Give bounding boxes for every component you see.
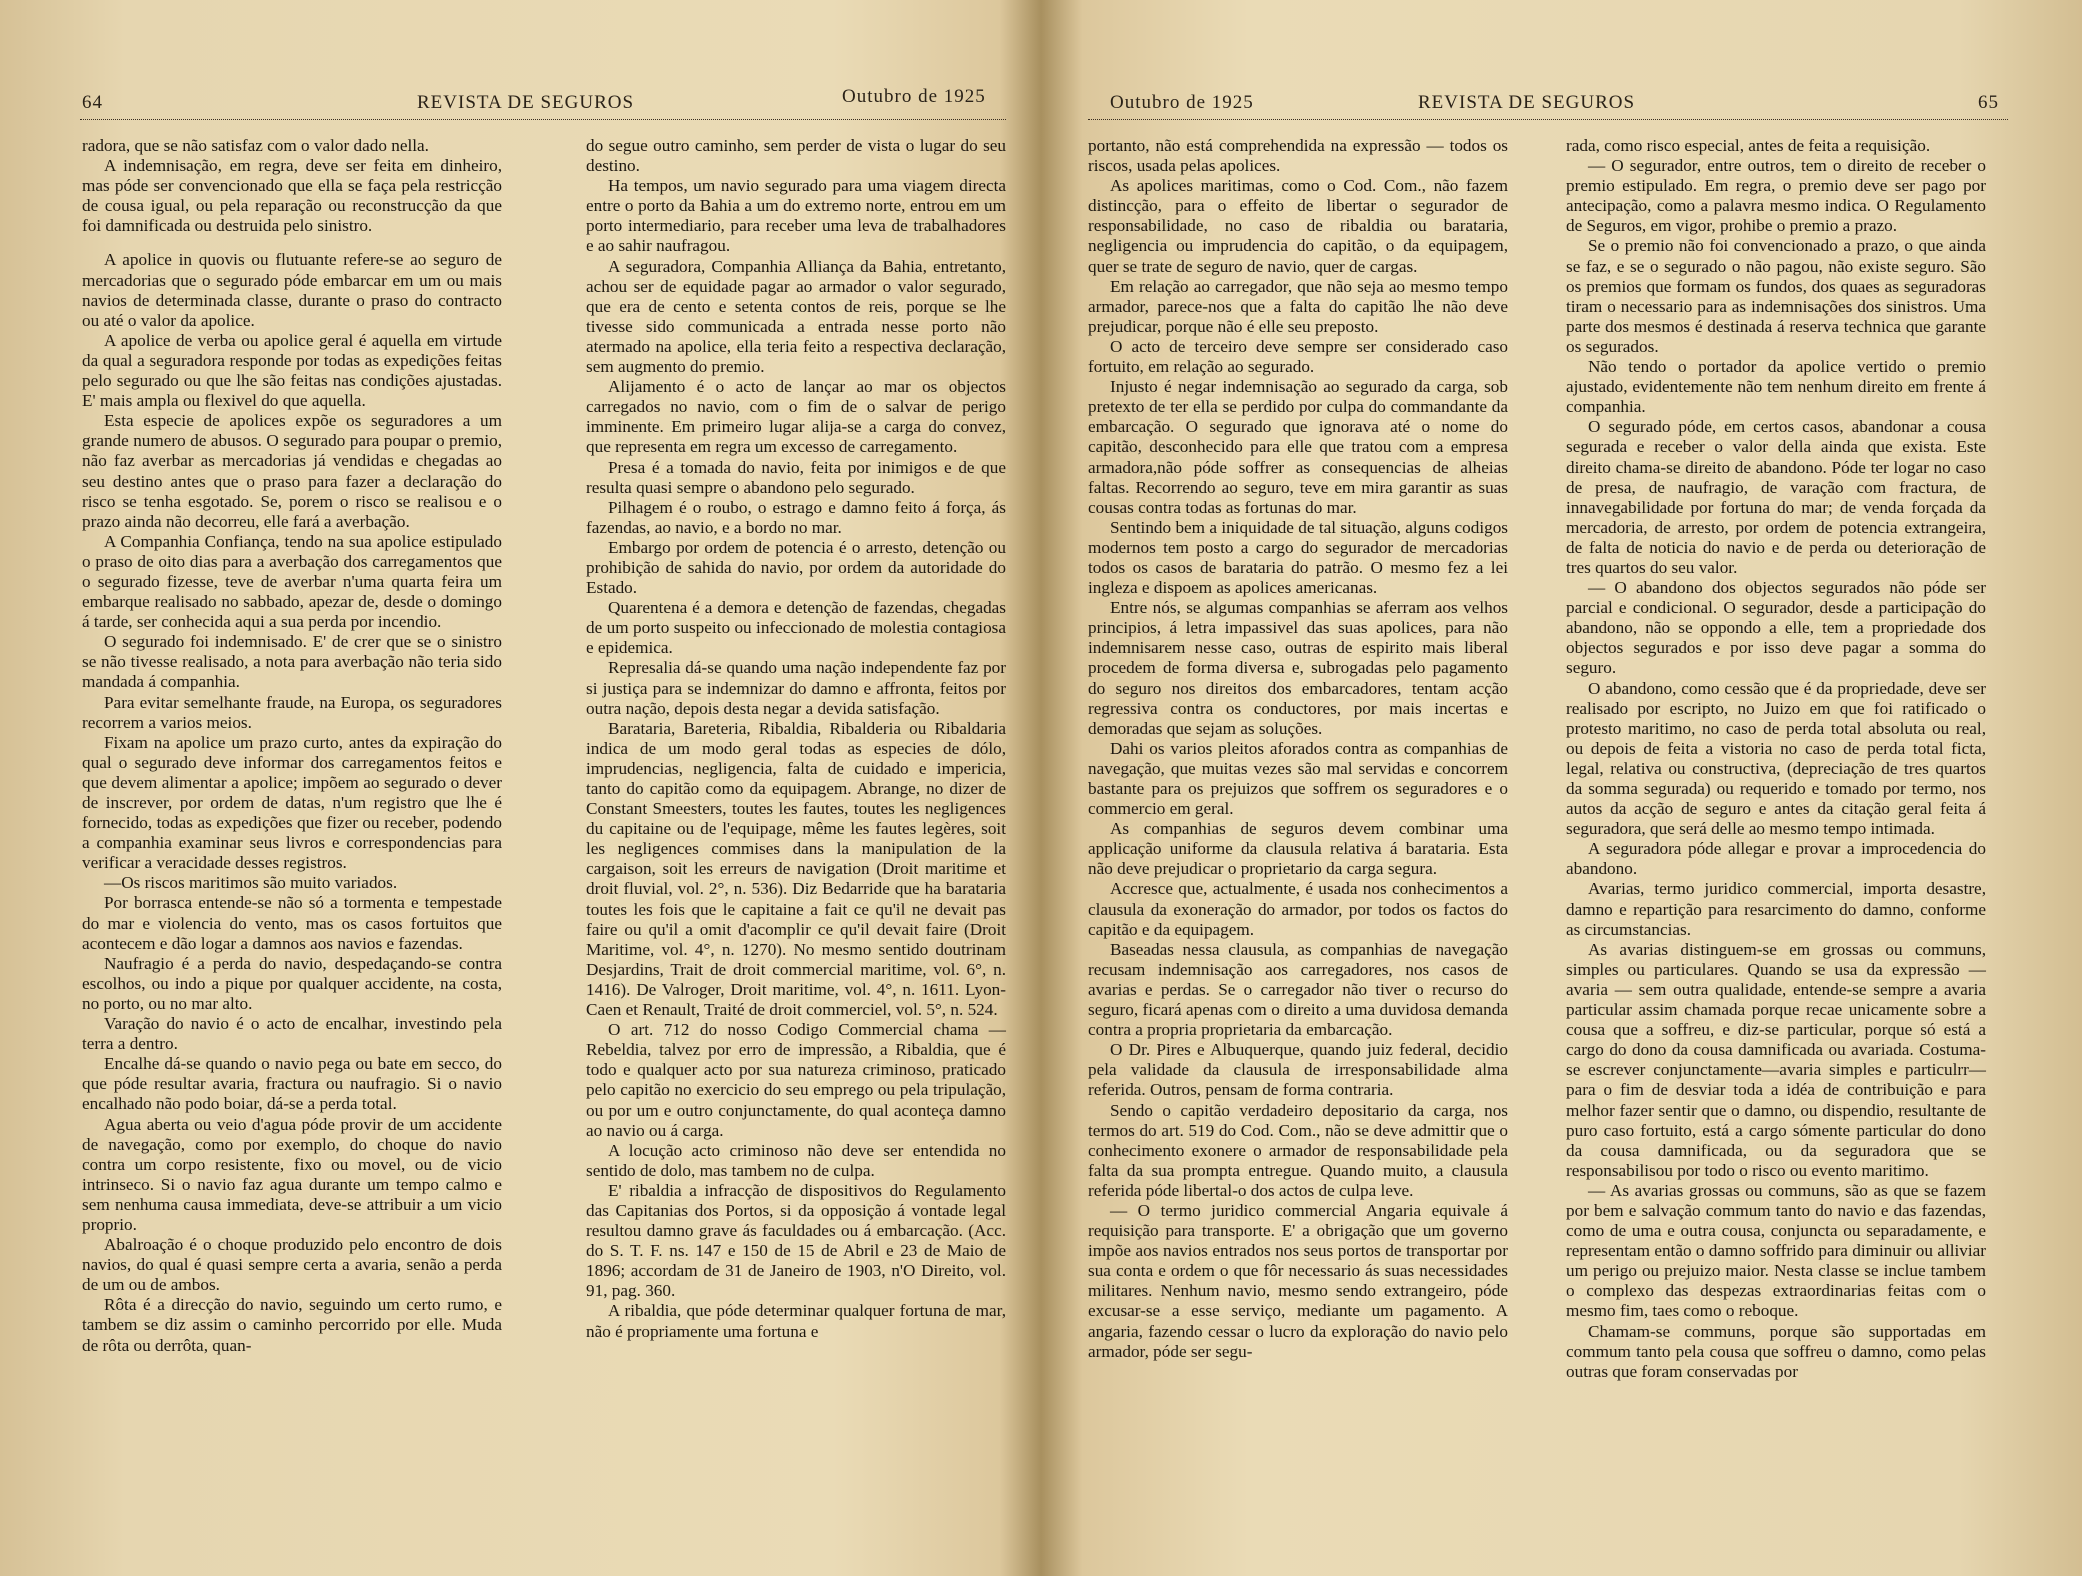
- paragraph: Accresce que, actualmente, é usada nos conhecimentos a clausula da exoneração do armador, por todos os factos do capitão e da equipagem.: [1088, 879, 1508, 939]
- header-rule: [1088, 119, 2008, 120]
- paragraph: A seguradora póde allegar e provar a improcedencia do abandono.: [1566, 839, 1986, 879]
- paragraph: Por borrasca entende-se não só a tormenta e tempestade do mar e violencia do vento, mas os casos fortuitos que acontecem e dão logar a damnos aos navios e fazendas.: [82, 893, 502, 953]
- paragraph: O art. 712 do nosso Codigo Commercial chama —Rebeldia, talvez por erro de impressão, a Ribaldia, que é todo e qualquer acto por sua natureza criminoso, praticado pelo capitão no exercicio do seu emprego ou pela tripulação, ou por um e outro conjunctamente, do qual aconteça damno ao navio ou á carga.: [586, 1020, 1006, 1140]
- paragraph: Embargo por ordem de potencia é o arresto, detenção ou prohibição de sahida do navio, por ordem da autoridade do Estado.: [586, 537, 1006, 598]
- paragraph: Barataria, Bareteria, Ribaldia, Ribalderia ou Ribaldaria indica de um modo geral todas as especies de dólo, imprudencias, negligencia, falta de cuidado e impericia, tanto do capitão como da equipagem. Abrange, no dizer de Constant Smeesters, toutes les fautes, toutes les negligences du capitaine ou de l'equipage, même les fautes legères, soit les negligences commises dans la manipulation de la cargaison, soit les erreurs de navigation (Droit maritime et droit fluvial, vol. 2°, n. 536). Diz Bedarride que ha barataria toutes les fois que le capitaine a fait ce qu'il ne devait pas faire ou qu'il a omit d'acomplir ce qu'il devait faire (Droit Maritime, vol. 4°, n. 1270). No mesmo sentido doutrinam Desjardins, Trait de droit commercial maritime, vol. 6°, n. 1416). De Valroger, Droit maritime, vol. 4°, n. 1611. Lyon-Caen et Renault, Traité de droit commerciel, vol. 5°, n. 524.: [586, 718, 1006, 1020]
- text-column-right: [586, 136, 1006, 1342]
- paragraph: Esta especie de apolices expõe os seguradores a um grande numero de abusos. O segurado para poupar o premio, não faz averbar as mercadorias já vendidas e chegadas ao seu destino antes que o praso para fazer a declaração do risco se tenha esgotado. Se, porem o risco se realisou e o prazo ainda não decorreu, elle fará a averbação.: [82, 411, 502, 531]
- right-page: [1046, 0, 2082, 1576]
- text-column-right: [1566, 136, 1986, 1382]
- paragraph: Agua aberta ou veio d'agua póde provir de um accidente de navegação, como por exemplo, do choque do navio contra um corpo resistente, fixo ou movel, ou de vicio intrinseco. Si o navio faz agua durante um tempo calmo e sem nenhuma causa immediata, deve-se attribuir a um vicio proprio.: [82, 1114, 502, 1234]
- paragraph: Sentindo bem a iniquidade de tal situação, alguns codigos modernos tem posto a cargo do segurador de mercadorias todos os casos de barataria do patrão. O mesmo fez a lei ingleza e dispoem as apolices americanas.: [1088, 517, 1508, 598]
- paragraph: Varação do navio é o acto de encalhar, investindo pela terra a dentro.: [82, 1014, 502, 1054]
- paragraph: — O abandono dos objectos segurados não póde ser parcial e condicional. O segurador, desde a participação do abandono, não se oppondo a elle, tem a propriedade dos objectos segurados e por isso deve pagar a somma do seguro.: [1566, 578, 1986, 678]
- paragraph: A apolice de verba ou apolice geral é aquella em virtude da qual a seguradora responde por todas as expedições feitas pelo segurado ou que lhe são feitas nas condições ajustadas. E' mais ampla ou flexivel do que aquella.: [82, 330, 502, 411]
- paragraph: As companhias de seguros devem combinar uma applicação uniforme da clausula relativa á barataria. Esta não deve prejudicar o proprietario da carga segura.: [1088, 819, 1508, 879]
- paragraph: Encalhe dá-se quando o navio pega ou bate em secco, do que póde resultar avaria, fractura ou naufragio. Si o navio encalhado não podo boiar, dá-se a perda total.: [82, 1054, 502, 1114]
- paragraph: Chamam-se communs, porque são supportadas em commum tanto pela cousa que soffreu o damno, como pelas outras que foram conservadas por: [1566, 1321, 1986, 1381]
- paragraph: Abalroação é o choque produzido pelo encontro de dois navios, do qual é quasi sempre certa a avaria, senão a perda de um ou de ambos.: [82, 1235, 502, 1295]
- paragraph: Alijamento é o acto de lançar ao mar os objectos carregados no navio, com o fim de o salvar de perigo imminente. Em primeiro lugar alija-se a carga do convez, que representa em regra um excesso de carregamento.: [586, 377, 1006, 457]
- paragraph: Não tendo o portador da apolice vertido o premio ajustado, evidentemente não tem nenhum direito em frente á companhia.: [1566, 357, 1986, 417]
- paragraph: — O segurador, entre outros, tem o direito de receber o premio estipulado. Em regra, o premio deve ser pago por antecipação, como a palavra mesmo indica. O Regulamento de Seguros, em vigor, prohibe o premio a prazo.: [1566, 156, 1986, 236]
- page-number: 65: [1978, 92, 1999, 113]
- paragraph: Avarias, termo juridico commercial, importa desastre, damno e repartição para resarcimento do damno, conforme as circumstancias.: [1566, 879, 1986, 939]
- paragraph: do segue outro caminho, sem perder de vista o lugar do seu destino.: [586, 136, 1006, 176]
- paragraph: Para evitar semelhante fraude, na Europa, os seguradores recorrem a varios meios.: [82, 692, 502, 732]
- paragraph: —Os riscos maritimos são muito variados.: [104, 873, 398, 893]
- paragraph: portanto, não está comprehendida na expressão — todos os riscos, usada pelas apolices.: [1088, 136, 1508, 176]
- paragraph: Se o premio não foi convencionado a prazo, o que ainda se faz, e se o segurado o não pagou, não existe seguro. São os premios que formam os fundos, dos quaes as seguradoras tiram o necessario para as indemnisações dos sinistros. Uma parte dos mesmos é destinada á reserva technica que garante os segurados.: [1566, 236, 1986, 356]
- paragraph: A seguradora, Companhia Alliança da Bahia, entretanto, achou ser de equidade pagar ao armador o valor segurado, que era de cento e setenta contos de reis, porque se lhe tivesse sido communicada a entrada nesse porto não atermado na apolice, ella teria feito a respectiva declaração, sem augmento do premio.: [586, 256, 1006, 377]
- paragraph: As avarias distinguem-se em grossas ou communs, simples ou particulares. Quando se usa da expressão — avaria — sem outra qualidade, entende-se sempre a avaria particular assim chamada porque recae unicamente sobre a cousa que a soffreu, e diz-se particular, porque só está a cargo do dono da cousa damnificada ou avariada. Costuma-se escrever conjunctamente—avaria simples e particulrr—para o fim de desviar toda a idéa de contribuição e para melhor fazer sentir que o damno, ou dispendio, resultante de puro caso fortuito, está a cargo sómente particular do dono da cousa damnificada, ou da seguradora que se responsabilisou por todo o risco ou evento maritimo.: [1566, 939, 1986, 1180]
- paragraph: Fixam na apolice um prazo curto, antes da expiração do qual o segurado deve informar dos carregamentos feitos e que devem alimentar a apolice; impõem ao segurado o dever de inscrever, por ordem de datas, n'um registro que lhe é fornecido, todas as expedições que fizer ou receber, podendo a companhia examinar seus livros e correspondencias para verificar a veracidade desses registros.: [82, 732, 502, 873]
- paragraph: Ha tempos, um navio segurado para uma viagem directa entre o porto da Bahia a um do extremo norte, entrou em um porto intermediario, para receber uma leva de trabalhadores e ao sahir naufragou.: [586, 176, 1006, 256]
- paragraph: Dahi os varios pleitos aforados contra as companhias de navegação, que muitas vezes são mal servidas e concorrem bastante para os prejuizos que soffrem os seguradores e o commercio em geral.: [1088, 738, 1508, 819]
- paragraph: O segurado póde, em certos casos, abandonar a cousa segurada e receber o valor della ainda que exista. Este direito chama-se direito de abandono. Póde ter logar no caso de presa, de naufragio, de varação com fractura, de innavegabilidade por fortuna do mar; de venda forçada da mercadoria, de arresto, por ordem de potencia extrangeira, de falta de noticia do navio e de perda ou deterioração de tres quartos do seu valor.: [1566, 417, 1986, 577]
- paragraph: O abandono, como cessão que é da propriedade, deve ser realisado por escripto, no Juizo em que foi ratificado o protesto maritimo, no caso de perda total absoluta ou real, ou depois de feita a vistoria no caso de perda total ficta, legal, relativa ou constructiva, (depreciação de tres quartos da somma segurada) ou requerido e tomado por termo, nos autos da acção de seguro e antes da citação geral feita á seguradora, que será delle ao mesmo tempo intimada.: [1566, 678, 1986, 839]
- paragraph: Represalia dá-se quando uma nação independente faz por si justiça para se indemnizar do damno e affronta, feitos por outra nação, depois desta negar a devida satisfação.: [586, 658, 1006, 718]
- paragraph: Quarentena é a demora e detenção de fazendas, chegadas de um porto suspeito ou infeccionado de molestia contagiosa e epidemica.: [586, 598, 1006, 658]
- paragraph: radora, que se não satisfaz com o valor dado nella.: [82, 136, 429, 155]
- paragraph: rada, como risco especial, antes de feita a requisição.: [1566, 136, 1931, 155]
- paragraph: Presa é a tomada do navio, feita por inimigos e de que resulta quasi sempre o abandono pelo segurado.: [586, 457, 1006, 497]
- text-column-left: [82, 136, 502, 1356]
- paragraph: Pilhagem é o roubo, o estrago e damno feito á força, ás fazendas, ao navio, e a bordo no mar.: [586, 497, 1006, 537]
- paragraph: O segurado foi indemnisado. E' de crer que se o sinistro se não tivesse realisado, a nota para averbação não teria sido mandada á companhia.: [82, 632, 502, 692]
- text-column-left: [1088, 136, 1508, 1362]
- paragraph: Baseadas nessa clausula, as companhias de navegação recusam indemnisação aos carregadores, nos casos de avarias e perdas. Se o carregador não tiver o recurso do seguro, ficará apenas com o direito a uma duvidosa demanda contra a propria proprietaria da embarcação.: [1088, 939, 1508, 1040]
- paragraph: Naufragio é a perda do navio, despedaçando-se contra escolhos, ou indo a pique por qualquer accidente, na costa, no porto, ou no mar alto.: [82, 953, 502, 1013]
- paragraph: Em relação ao carregador, que não seja ao mesmo tempo armador, parece-nos que a falta do capitão lhe não deve prejudicar, porque não é elle seu preposto.: [1088, 276, 1508, 336]
- paragraph: Sendo o capitão verdadeiro depositario da carga, nos termos do art. 519 do Cod. Com., não se deve admittir que o conhecimento exonere o armador de responsabilidade pela falta da sua prompta entregue. Quando muito, a clausula referida póde libertal-o dos actos de culpa leve.: [1088, 1100, 1508, 1200]
- paragraph: Entre nós, se algumas companhias se aferram aos velhos principios, á letra impassivel das suas apolices, para não indemnisarem nesse caso, outras de espirito mais liberal procedem de forma diversa e, subrogadas pelo pagamento do seguro nos direitos dos embarcadores, tentam acção regressiva contra os conductores, por mais incertas e demoradas que sejam as soluções.: [1088, 598, 1508, 738]
- paragraph: A indemnisação, em regra, deve ser feita em dinheiro, mas póde ser convencionado que ella se faça pela restricção de cousa igual, ou pela reparação ou reconstrucção da que foi damnificada ou destruida pelo sinistro.: [82, 156, 502, 236]
- left-page: [0, 0, 1036, 1576]
- paragraph: As apolices maritimas, como o Cod. Com., não fazem distincção, para o effeito de libertar o segurador de responsabilidade, no caso de ribaldia ou barataria, negligencia ou imprudencia do capitão, o da equipagem, quer se trate de seguro de navio, quer de cargas.: [1088, 176, 1508, 276]
- header-rule: [80, 119, 1006, 120]
- paragraph: A Companhia Confiança, tendo na sua apolice estipulado o praso de oito dias para a averbação dos carregamentos que o segurado fizesse, teve de averbar n'uma quarta feira um embarque realisado no sabbado, apezar de, desde o domingo á tarde, ser conhecida aqui a sua perda por incendio.: [82, 531, 502, 632]
- journal-title: REVISTA DE SEGUROS: [417, 92, 635, 113]
- paragraph: E' ribaldia a infracção de dispositivos do Regulamento das Capitanias dos Portos, si da opposição á vontade legal resultou damno grave ás faculdades ou á embarcação. (Acc. do S. T. F. ns. 147 e 150 de 15 de Abril e 23 de Maio de 1896; accordam de 31 de Janeiro de 1903, n'O Direito, vol. 91, pag. 360.: [586, 1180, 1006, 1301]
- paragraph: A ribaldia, que póde determinar qualquer fortuna de mar, não é propriamente uma fortuna e: [586, 1301, 1006, 1341]
- paragraph: A apolice in quovis ou flutuante refere-se ao seguro de mercadorias que o segurado póde embarcar em um ou mais navios de determinada classe, durante o praso do contracto ou até o valor da apolice.: [82, 250, 502, 330]
- issue-date: Outubro de 1925: [842, 86, 986, 107]
- journal-title: REVISTA DE SEGUROS: [1418, 92, 1636, 113]
- paragraph: Rôta é a direcção do navio, seguindo um certo rumo, e tambem se diz assim o caminho percorrido por elle. Muda de rôta ou derrôta, quan-: [82, 1295, 502, 1355]
- paragraph: A locução acto criminoso não deve ser entendida no sentido de dolo, mas tambem no de culpa.: [586, 1140, 1006, 1180]
- paragraph: Injusto é negar indemnisação ao segurado da carga, sob pretexto de ter ella se perdido por culpa do commandante da embarcação. O segurado que ignorava até o nome do capitão, desconhecido para elle que tratou com a empresa armadora,não póde soffrer as consequencias de alheias faltas. Recorrendo ao seguro, teve em mira garantir as suas cousas contra todas as fortunas do mar.: [1088, 377, 1508, 517]
- issue-date: Outubro de 1925: [1110, 92, 1254, 113]
- page-number: 64: [82, 92, 103, 113]
- paragraph: O acto de terceiro deve sempre ser considerado caso fortuito, em relação ao segurado.: [1088, 336, 1508, 377]
- paragraph: — As avarias grossas ou communs, são as que se fazem por bem e salvação commum tanto do navio e das fazendas, como de uma e outra cousa, conjuncta ou separadamente, e representam então o damno soffrido para diminuir ou alliviar um perigo ou prejuizo maior. Nesta classe se inclue tambem o complexo das despezas extraordinarias feitas com o mesmo fim, taes como o reboque.: [1566, 1180, 1986, 1321]
- paragraph: — O termo juridico commercial Angaria equivale á requisição para transporte. E' a obrigação que um governo impõe aos navios entrados nos seus portos de transportar por sua conta e ordem o que fôr necessario ás suas necessidades militares. Nenhum navio, mesmo sendo extrangeiro, póde excusar-se a esse serviço, mediante um pagamento. A angaria, fazendo cessar o lucro da exploração do navio pelo armador, póde ser segu-: [1088, 1200, 1508, 1361]
- paragraph: O Dr. Pires e Albuquerque, quando juiz federal, decidio pela validade da clausula de irresponsabilidade alma referida. Outros, pensam de forma contraria.: [1088, 1040, 1508, 1100]
